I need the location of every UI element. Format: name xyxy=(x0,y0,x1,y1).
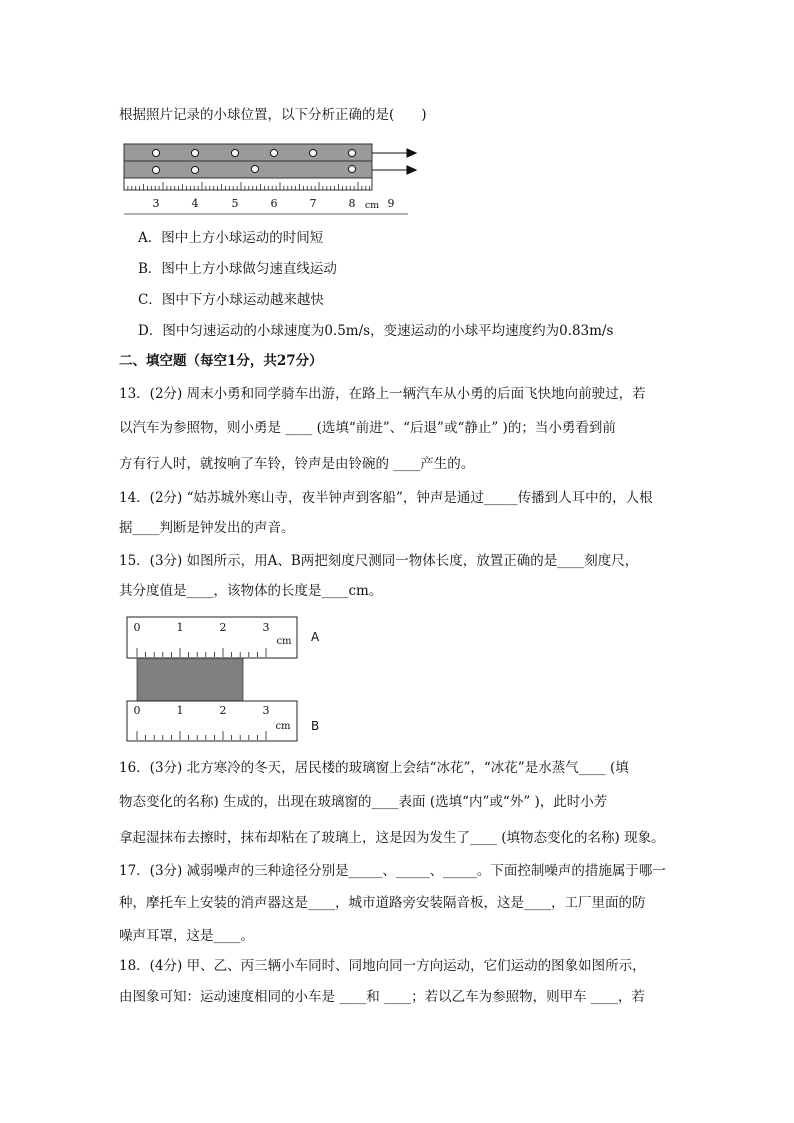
q16-line: 16．(3分) 北方寒冷的冬天，居民楼的玻璃窗上会结“冰花”，“冰花”是水蒸气____ (填 xyxy=(119,760,629,776)
ruler-b-label: 3 xyxy=(262,704,270,717)
q17-line: 17．(3分) 减弱噪声的三种途径分别是_____、_____、_____。下面控制噪声的措施属于哪一 xyxy=(119,863,666,879)
q17-line: 噪声耳罩，这是____。 xyxy=(119,928,254,944)
tick-label: 7 xyxy=(309,197,317,210)
tick-label: 4 xyxy=(191,197,199,210)
option-d: D．图中匀速运动的小球速度为0.5m/s，变速运动的小球平均速度约为0.83m/s xyxy=(138,323,614,339)
tick-label: 9 xyxy=(387,197,395,210)
q16-line: 物态变化的名称) 生成的，出现在玻璃窗的____表面 (选填“内”或“外” )，此时小芳 xyxy=(119,794,608,810)
q18-line: 18．(4分) 甲、乙、丙三辆小车同时、同地向同一方向运动，它们运动的图象如图所示， xyxy=(119,958,646,974)
ruler-a-label: 3 xyxy=(262,621,270,634)
q18-line: 由图象可知：运动速度相同的小车是 ____和 ____；若以乙车为参照物，则甲车 ____，若 xyxy=(119,989,645,1005)
option-b: B．图中上方小球做匀速直线运动 xyxy=(138,261,337,277)
ruler-b-label: 0 xyxy=(133,704,141,717)
lower-track xyxy=(124,161,372,178)
q16-line: 拿起湿抹布去擦时，抹布却粘在了玻璃上，这是因为发生了____ (填物态变化的名称) 现象。 xyxy=(119,830,665,846)
q15-line: 其分度值是____，该物体的长度是____cm。 xyxy=(119,583,383,599)
measured-object xyxy=(137,656,243,702)
tick-label: 6 xyxy=(270,197,278,210)
option-c: C．图中下方小球运动越来越快 xyxy=(138,292,324,308)
ruler-b-name: B xyxy=(311,719,320,733)
q13-line: 以汽车为参照物，则小勇是 ____ (选填“前进”、“后退”或“静止” )的；当小勇看到前 xyxy=(119,420,616,436)
two-rulers-figure xyxy=(125,614,335,744)
tick-label: 8 xyxy=(348,197,356,210)
ruler-b-label: 2 xyxy=(219,704,227,717)
unit-label: cm xyxy=(364,200,380,211)
ruler-a-name: A xyxy=(311,630,320,644)
ball-track-ruler-figure xyxy=(118,138,418,216)
ruler-a-unit: cm xyxy=(276,636,292,647)
q14-line: 据____判断是钟发出的声音。 xyxy=(119,520,295,536)
tick-label: 3 xyxy=(152,197,160,210)
q13-line: 13．(2分) 周末小勇和同学骑车出游，在路上一辆汽车从小勇的后面飞快地向前驶过，若 xyxy=(119,386,646,402)
tick-label: 5 xyxy=(231,197,239,210)
q13-line: 方有行人时，就按响了车铃，铃声是由铃碗的 ____产生的。 xyxy=(119,456,475,472)
motion-arrows xyxy=(372,149,416,174)
q17-line: 种，摩托车上安装的消声器这是____，城市道路旁安装隔音板，这是____，工厂里面的防 xyxy=(119,895,646,911)
section-title: 二、填空题（每空1分，共27分） xyxy=(119,353,323,369)
ruler-a-label: 1 xyxy=(176,621,184,634)
q15-line: 15．(3分) 如图所示，用A、B两把刻度尺测同一物体长度，放置正确的是____刻度尺， xyxy=(119,553,639,569)
ruler-a-label: 0 xyxy=(133,621,141,634)
upper-track xyxy=(124,144,372,161)
ruler-a-label: 2 xyxy=(219,621,227,634)
q12-stem: 根据照片记录的小球位置，以下分析正确的是( ) xyxy=(119,107,427,123)
option-a: A．图中上方小球运动的时间短 xyxy=(138,230,324,246)
ruler-a xyxy=(127,617,297,658)
q14-line: 14．(2分) “姑苏城外寒山寺，夜半钟声到客船”，钟声是通过_____传播到人耳中的，人根 xyxy=(119,490,653,506)
ruler-b-label: 1 xyxy=(176,704,184,717)
ruler-b xyxy=(127,701,297,741)
ruler-b-unit: cm xyxy=(275,721,291,732)
